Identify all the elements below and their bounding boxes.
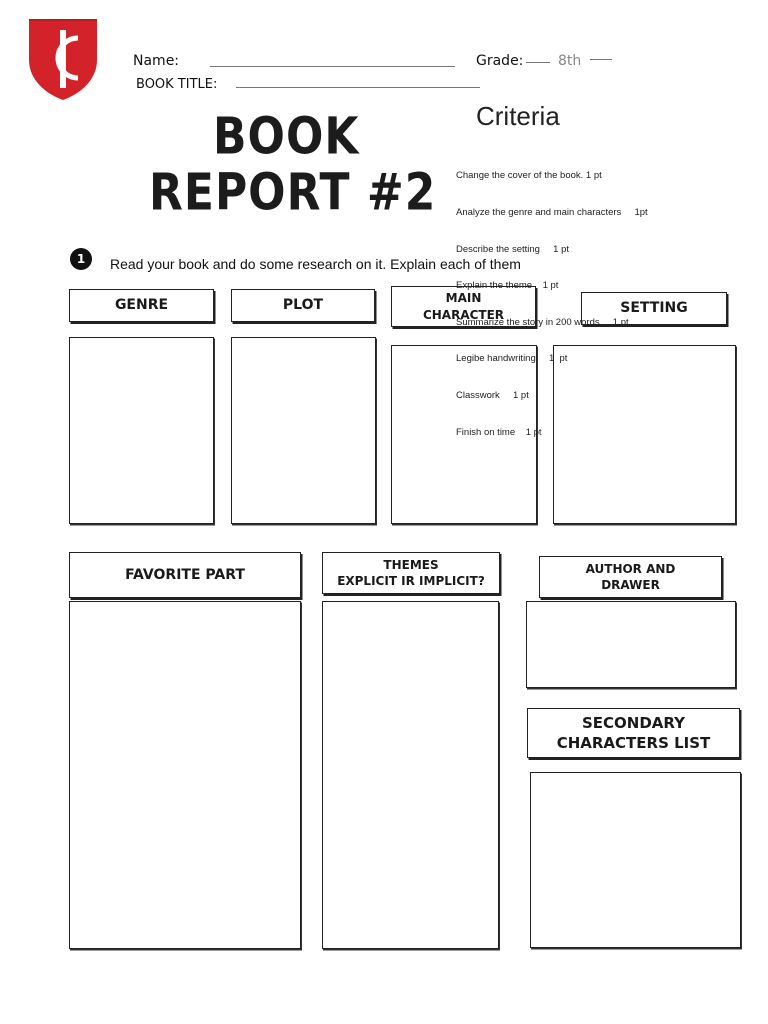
criteria-item: Describe the setting 1 pt [456,243,570,255]
criteria-item: Legibe handwriting 1 pt [456,353,568,365]
criteria-item: Explain the theme 1 pt [456,280,559,292]
genre-answer-box[interactable] [69,337,214,524]
criteria-item: Summarize the story in 200 words 1 pt [456,316,629,328]
secondary-characters-answer-box[interactable] [530,772,741,948]
title-line-1: BOOK [213,107,360,167]
title-line-2: REPORT #2 [149,163,437,223]
step-instruction: Read your book and do some research on it. Explain each of them [110,256,521,272]
setting-header: SETTING [581,292,727,325]
name-line[interactable] [210,66,455,67]
criteria-item: Classwork 1 pt [456,390,529,402]
grade-label: Grade: [476,53,524,69]
grade-value[interactable]: 8th [558,53,582,69]
setting-answer-box[interactable] [553,345,736,524]
criteria-item: Analyze the genre and main characters 1pt [456,207,648,219]
genre-header: GENRE [69,289,214,322]
criteria-item: Change the cover of the book. 1 pt [456,170,602,182]
main-character-header: MAIN CHARACTER [391,286,536,327]
author-drawer-header: AUTHOR AND DRAWER [539,556,722,598]
author-drawer-answer-box[interactable] [526,601,736,688]
criteria-heading: Criteria [476,101,560,131]
plot-answer-box[interactable] [231,337,376,524]
grade-line-left [526,62,550,63]
grade-line-right [590,59,612,60]
name-label: Name: [133,53,180,69]
school-crest-logo [26,16,100,102]
criteria-item: Finish on time 1 pt [456,426,542,438]
themes-header: THEMES EXPLICIT IR IMPLICIT? [322,552,500,594]
book-title-line[interactable] [236,87,480,88]
themes-answer-box[interactable] [322,601,499,949]
plot-header: PLOT [231,289,375,322]
favorite-part-header: FAVORITE PART [69,552,301,598]
book-title-label: BOOK TITLE: [136,77,218,92]
main-character-answer-box[interactable] [391,345,537,524]
favorite-part-answer-box[interactable] [69,601,301,949]
step-number-badge: 1 [70,248,92,270]
secondary-characters-header: SECONDARY CHARACTERS LIST [527,708,740,758]
